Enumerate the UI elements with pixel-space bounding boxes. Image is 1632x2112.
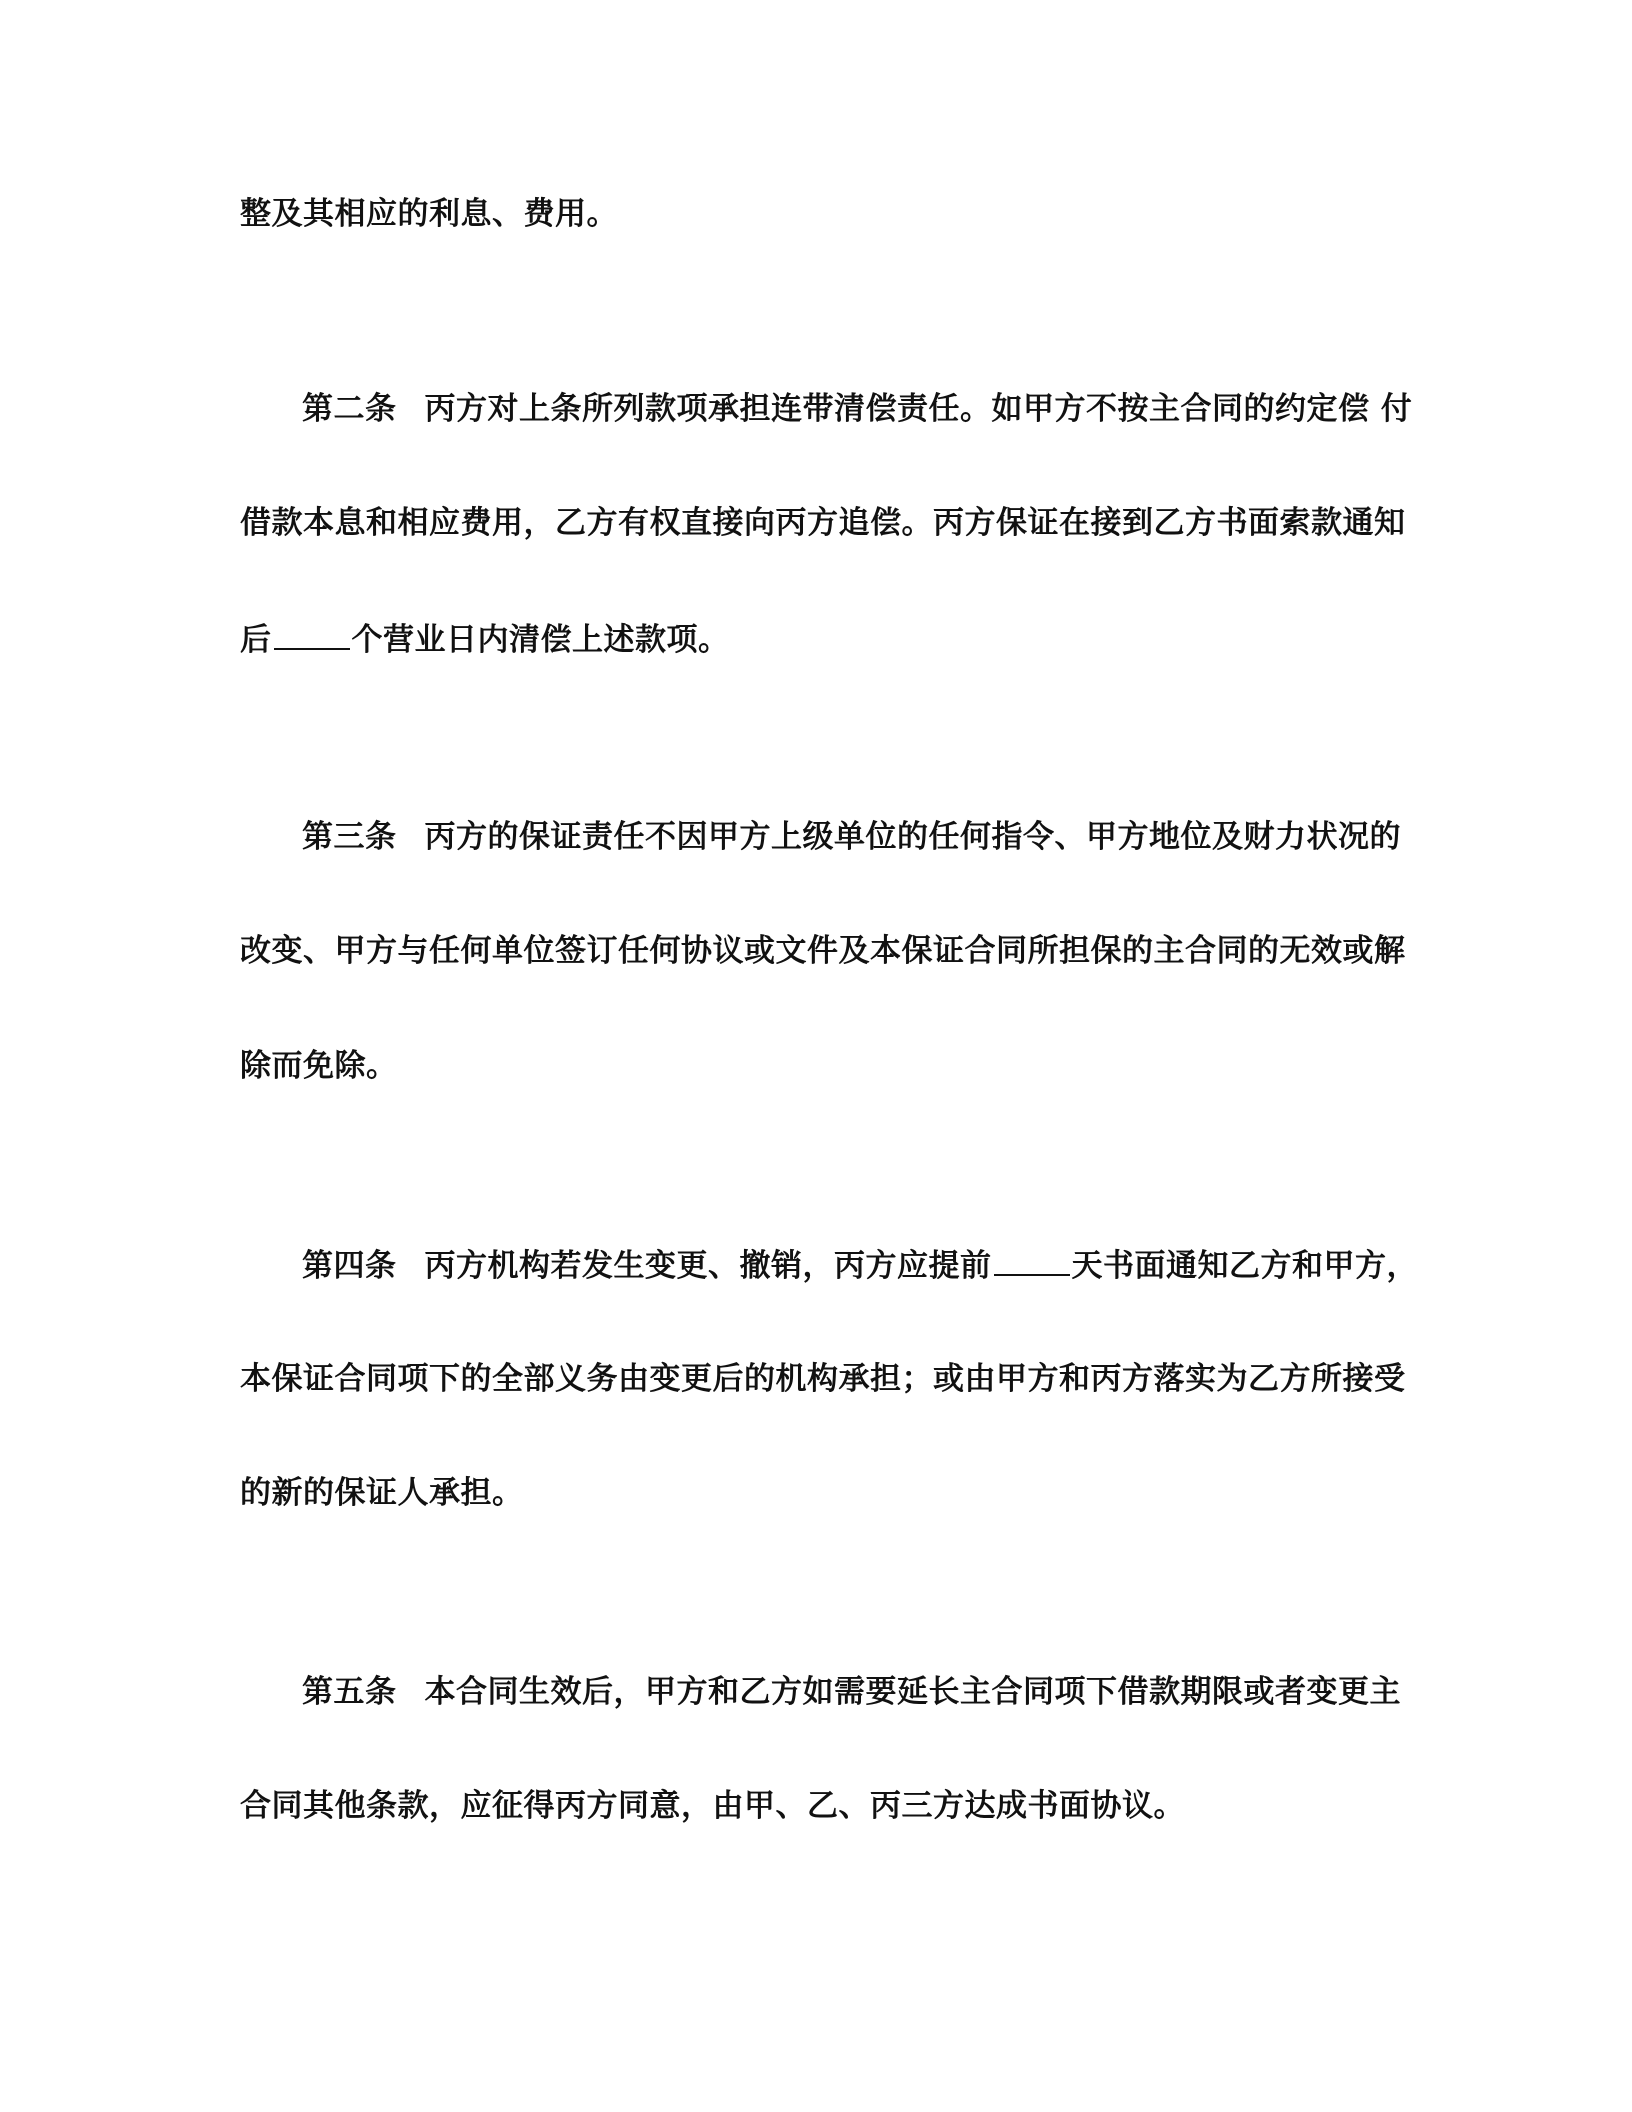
fill-in-blank-notice-days[interactable] — [994, 1244, 1070, 1276]
paragraph-continuation-line — [240, 194, 618, 234]
article-5-line-2 — [240, 1786, 1185, 1826]
article-2-line-2 — [240, 503, 1406, 543]
text-segment: 合同其他条款，应征得丙方同意，由甲、乙、丙三方达成书面协议。 — [240, 1788, 1185, 1824]
article-3-line-3 — [240, 1046, 398, 1086]
article-2-line-3 — [240, 618, 730, 660]
text-segment: 个营业日内清偿上述款项。 — [351, 622, 730, 658]
text-segment: 后 — [240, 622, 272, 658]
article-4-line-2 — [240, 1359, 1406, 1399]
article-4-line-1 — [302, 1244, 1418, 1286]
text-segment: 整及其相应的利息、费用。 — [240, 196, 618, 232]
fill-in-blank-business-days[interactable] — [274, 618, 350, 650]
text-segment: 本保证合同项下的全部义务由变更后的机构承担；或由甲方和丙方落实为乙方所接受 — [240, 1361, 1406, 1397]
text-segment: 丙方对上条所列款项承担连带清偿责任。如甲方不按主合同的约定偿 付 — [424, 391, 1413, 427]
text-segment: 借款本息和相应费用，乙方有权直接向丙方追偿。丙方保证在接到乙方书面索款通知 — [240, 505, 1406, 541]
text-segment: 本合同生效后，甲方和乙方如需要延长主合同项下借款期限或者变更主 — [424, 1674, 1401, 1710]
article-3-line-1 — [302, 817, 1401, 857]
article-2-line-1 — [302, 389, 1412, 429]
text-segment: 天书面通知乙方和甲方， — [1071, 1248, 1418, 1284]
text-segment: 改变、甲方与任何单位签订任何协议或文件及本保证合同所担保的主合同的无效或解 — [240, 933, 1406, 969]
article-5-line-1 — [302, 1672, 1401, 1712]
article-4-label: 第四条 — [302, 1248, 397, 1284]
article-5-label: 第五条 — [302, 1674, 397, 1710]
text-segment: 的新的保证人承担。 — [240, 1475, 524, 1511]
article-3-line-2 — [240, 931, 1406, 971]
article-3-label: 第三条 — [302, 819, 397, 855]
article-2-label: 第二条 — [302, 391, 397, 427]
text-segment: 丙方机构若发生变更、撤销，丙方应提前 — [424, 1248, 992, 1284]
article-4-line-3 — [240, 1473, 524, 1513]
text-segment: 除而免除。 — [240, 1048, 398, 1084]
text-segment: 丙方的保证责任不因甲方上级单位的任何指令、甲方地位及财力状况的 — [424, 819, 1401, 855]
